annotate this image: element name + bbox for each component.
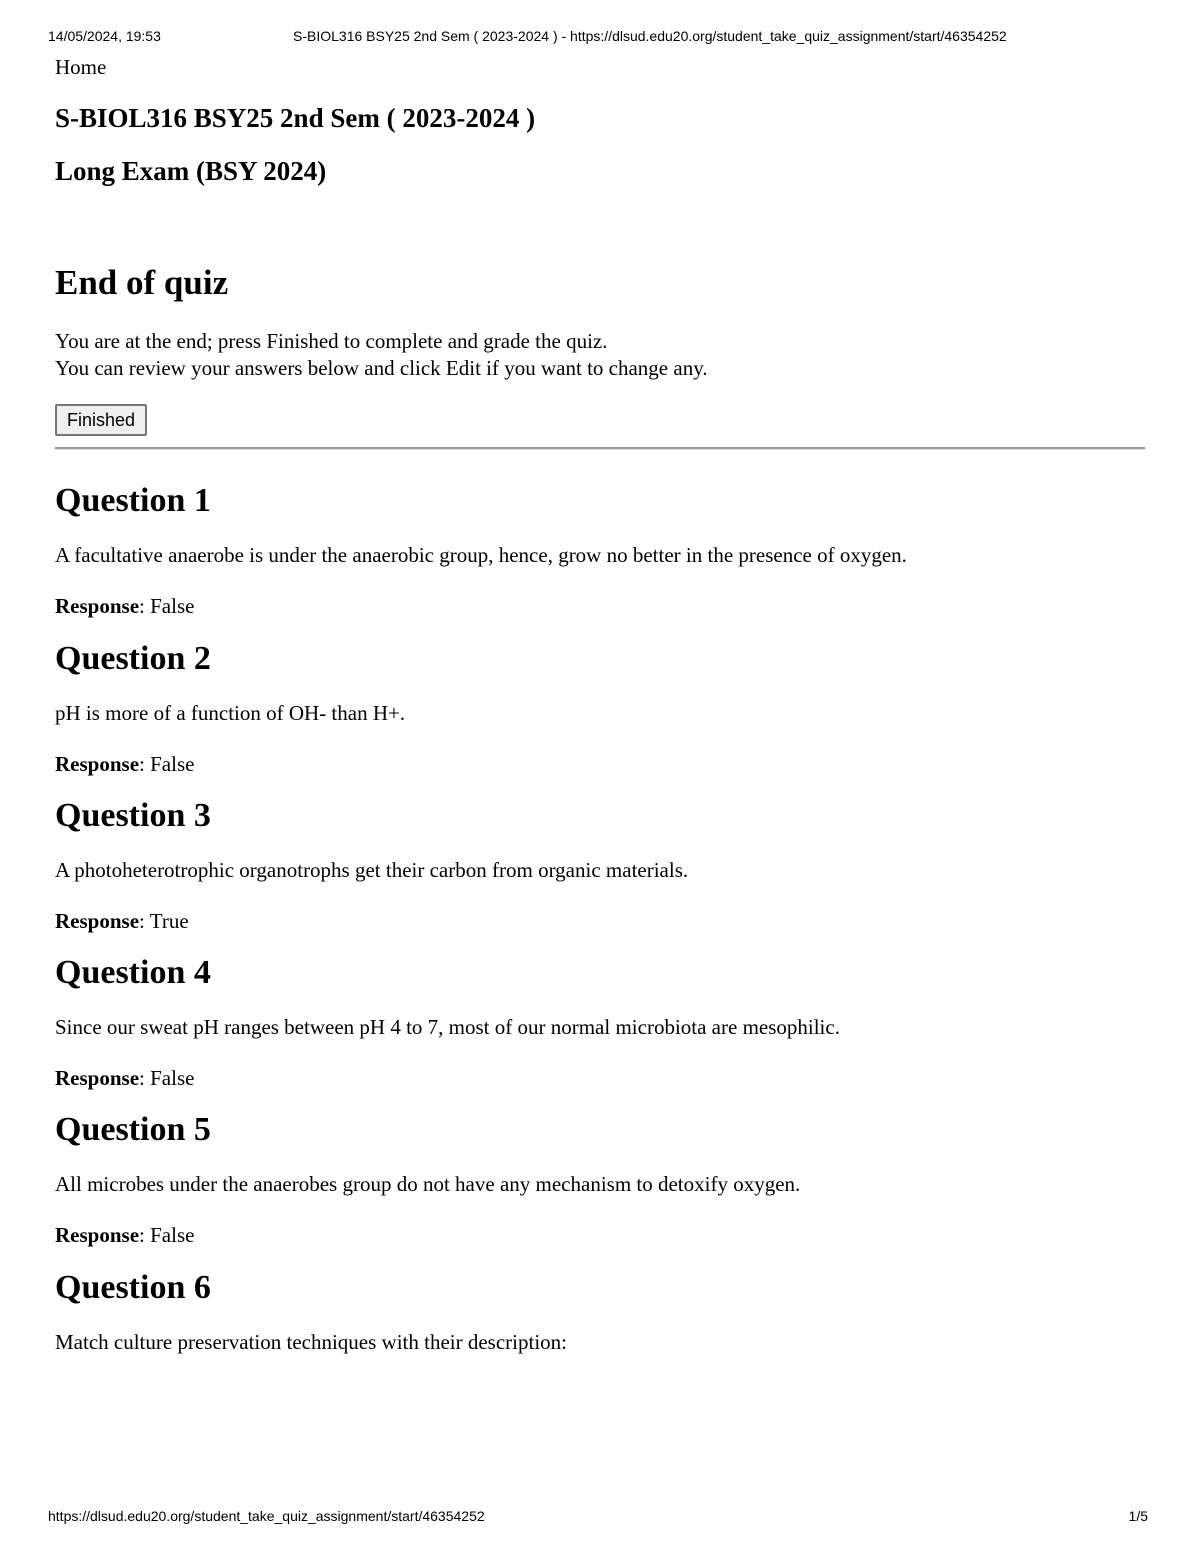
response-value: False [150,594,195,618]
question-2 [55,639,1145,778]
instruction-line-1: You are at the end; press Finished to complete and grade the quiz. [55,329,608,353]
question-4 [55,953,1145,1092]
question-3 [55,796,1145,935]
home-link[interactable]: Home [55,55,107,79]
response-value: True [149,909,189,933]
question-response: Response: True [55,909,189,933]
question-title: Question 2 [55,640,211,677]
response-value: False [150,1223,195,1247]
quiz-title: Long Exam (BSY 2024) [55,156,327,186]
question-title: Question 6 [55,1269,211,1306]
response-label: Response [55,1223,140,1247]
response-label: Response [55,1066,140,1090]
question-response: Response: False [55,752,195,776]
question-text: A photoheterotrophic organotrophs get their carbon from organic materials. [55,858,689,882]
print-document-title: S-BIOL316 BSY25 2nd Sem ( 2023-2024 ) - https://dlsud.edu20.org/student_take_quiz_assignment/start/46354252 [293,28,1007,44]
page-number: 1/5 [1128,1508,1148,1524]
question-title: Question 4 [55,954,211,991]
print-footer-url: https://dlsud.edu20.org/student_take_quiz_assignment/start/46354252 [48,1508,485,1524]
question-response: Response: False [55,1223,195,1247]
finished-button[interactable]: Finished [55,404,147,436]
question-title: Question 5 [55,1111,211,1148]
question-response: Response: False [55,1066,195,1090]
response-label: Response [55,594,140,618]
course-title: S-BIOL316 BSY25 2nd Sem ( 2023-2024 ) [55,103,536,133]
end-of-quiz-instructions [55,328,1145,382]
question-text: pH is more of a function of OH- than H+. [55,701,406,725]
print-date: 14/05/2024, 19:53 [48,28,161,44]
question-6 [55,1268,1145,1356]
question-text: Since our sweat pH ranges between pH 4 to 7, most of our normal microbiota are mesophilic. [55,1015,840,1039]
question-5 [55,1110,1145,1249]
question-title: Question 3 [55,797,211,834]
response-label: Response [55,752,140,776]
question-text: Match culture preservation techniques with their description: [55,1330,568,1354]
response-value: False [150,1066,195,1090]
question-1 [55,481,1145,620]
divider [55,447,1145,450]
main-content [55,54,1145,1356]
response-value: False [150,752,195,776]
print-footer [48,1508,1148,1528]
print-header [48,28,1152,48]
instruction-line-2: You can review your answers below and click Edit if you want to change any. [55,356,708,380]
question-text: All microbes under the anaerobes group do not have any mechanism to detoxify oxygen. [55,1172,801,1196]
end-of-quiz-heading: End of quiz [55,263,229,302]
response-label: Response [55,909,140,933]
question-response: Response: False [55,594,195,618]
question-title: Question 1 [55,482,211,519]
question-text: A facultative anaerobe is under the anaerobic group, hence, grow no better in the presence of oxygen. [55,543,907,567]
